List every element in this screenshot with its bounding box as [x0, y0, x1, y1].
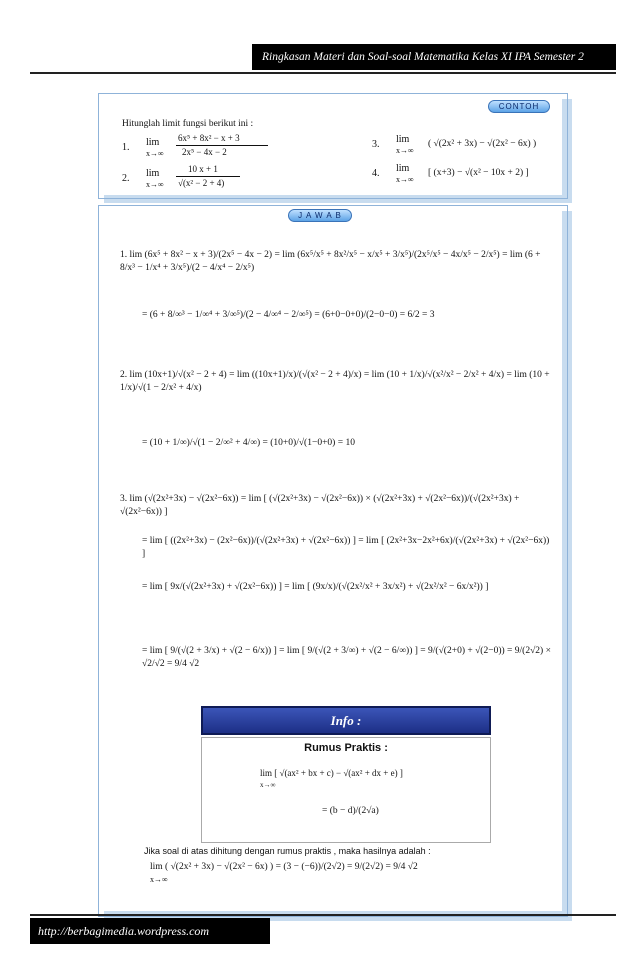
problem-3-number: 3.	[372, 139, 380, 150]
contoh-instruction: Hitunglah limit fungsi berikut ini :	[122, 119, 254, 129]
solution-3-line-1: 3. lim (√(2x²+3x) − √(2x²−6x)) = lim [ (√(2x²+3x) − √(2x²−6x)) × (√(2x²+3x) + √(2x²−6x))/(√(2x²+3x) + √(2x²−6x)) ]	[120, 494, 520, 517]
problem-3-lim: lim	[396, 134, 410, 145]
closing-text: Jika soal di atas dihitung dengan rumus praktis , maka hasilnya adalah :	[144, 846, 431, 856]
problem-1-number: 1.	[122, 142, 130, 153]
info-formula: lim [ √(ax² + bx + c) − √(ax² + dx + e) ]	[260, 768, 403, 778]
info-subtitle: Rumus Praktis :	[304, 742, 388, 754]
problem-2-sub: x→∞	[146, 180, 164, 189]
jawab-badge: J A W A B	[288, 209, 352, 222]
page-header: Ringkasan Materi dan Soal-soal Matematika Kelas XI IPA Semester 2	[252, 44, 616, 70]
problem-4-lim: lim	[396, 163, 410, 174]
problem-4-sub: x→∞	[396, 175, 414, 184]
closing-formula: lim ( √(2x² + 3x) − √(2x² − 6x) ) = (3 − (−6))/(2√2) = 9/(2√2) = 9/4 √2	[150, 862, 418, 872]
footer-url[interactable]: http://berbagimedia.wordpress.com	[30, 918, 270, 944]
problem-3-sub: x→∞	[396, 146, 414, 155]
solution-3-line-4: = lim [ 9/(√(2 + 3/x) + √(2 − 6/x)) ] = lim [ 9/(√(2 + 3/∞) + √(2 − 6/∞)) ] = 9/(√(2+0) + √(2−0)) = 9/(2√2) × √2/√2 = 9/4 √2	[142, 646, 551, 669]
problem-1-lim: lim	[146, 137, 160, 148]
contoh-box	[102, 97, 562, 195]
footer-rule	[30, 914, 616, 916]
info-title: Info :	[201, 706, 491, 735]
closing-formula-sub: x→∞	[150, 875, 168, 884]
contoh-badge: CONTOH	[488, 100, 550, 113]
problem-4-expression: [ (x+3) − √(x² − 10x + 2) ]	[428, 168, 529, 178]
solution-1-line-1: 1. lim (6x⁵ + 8x² − x + 3)/(2x⁵ − 4x − 2) = lim (6x⁵/x⁵ + 8x²/x⁵ − x/x⁵ + 3/x⁵)/(2x⁵/x⁵ − 4x/x⁵ − 2/x⁵) = lim (6 + 8/x³ − 1/x⁴ + 3/x⁵)/(2 − 4/x⁴ − 2/x⁵)	[120, 250, 541, 273]
problem-1-fraction-bar	[176, 145, 268, 146]
problem-1-sub: x→∞	[146, 149, 164, 158]
info-result: = (b − d)/(2√a)	[322, 806, 379, 816]
problem-2-numerator: 10 x + 1	[188, 164, 218, 174]
problem-2-lim: lim	[146, 168, 160, 179]
solution-2-line-2: = (10 + 1/∞)/√(1 − 2/∞² + 4/∞) = (10+0)/√(1−0+0) = 10	[142, 438, 355, 448]
problem-2-number: 2.	[122, 173, 130, 184]
info-box	[201, 737, 491, 843]
solution-1-line-2: = (6 + 8/∞³ − 1/∞⁴ + 3/∞⁵)/(2 − 4/∞⁴ − 2/∞⁵) = (6+0−0+0)/(2−0−0) = 6/2 = 3	[142, 310, 435, 320]
problem-1-numerator: 6x⁵ + 8x² − x + 3	[178, 133, 240, 143]
solution-3-line-3: = lim [ 9x/(√(2x²+3x) + √(2x²−6x)) ] = lim [ (9x/x)/(√(2x²/x² + 3x/x²) + √(2x²/x² − 6x/x²)) ]	[142, 582, 489, 592]
problem-1-denominator: 2x⁵ − 4x − 2	[182, 147, 227, 157]
problem-4-number: 4.	[372, 168, 380, 179]
problem-2-denominator: √(x² − 2 + 4)	[178, 178, 225, 188]
header-rule	[30, 72, 616, 74]
info-formula-sub: x→∞	[260, 781, 276, 789]
solution-3-line-2: = lim [ ((2x²+3x) − (2x²−6x))/(√(2x²+3x) + √(2x²−6x)) ] = lim [ (2x²+3x−2x²+6x)/(√(2x²+3x) + √(2x²−6x)) ]	[142, 536, 550, 559]
problem-3-expression: ( √(2x² + 3x) − √(2x² − 6x) )	[428, 139, 537, 149]
solution-2-line-1: 2. lim (10x+1)/√(x² − 2 + 4) = lim ((10x+1)/x)/(√(x² − 2 + 4)/x) = lim (10 + 1/x)/√(x²/x² − 2/x² + 4/x) = lim (10 + 1/x)/√(1 − 2/x² + 4/x)	[120, 370, 550, 393]
problem-2-fraction-bar	[176, 176, 240, 177]
